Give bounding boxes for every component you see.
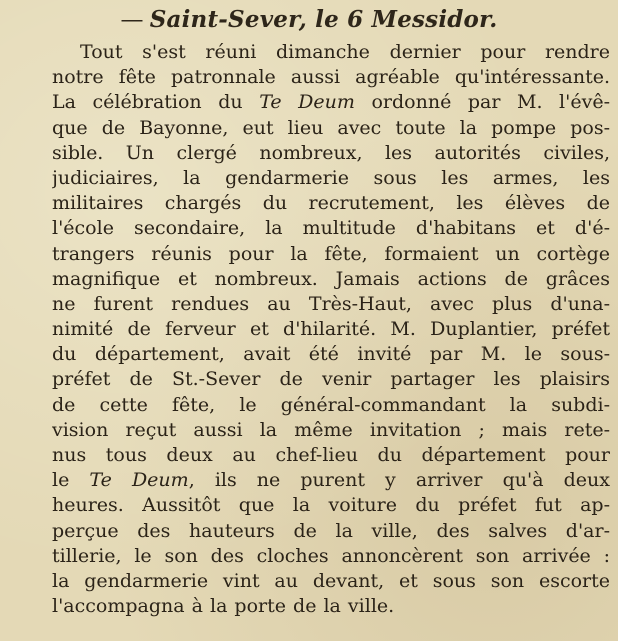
article-line: l'accompagna à la porte de la ville.: [52, 595, 395, 618]
article-line: nimité de ferveur et d'hilarité. M. Duplantier, préfet: [52, 318, 610, 341]
article-line: nus tous deux au chef-lieu du département pour: [52, 444, 610, 466]
te-deum-italic: Te Deum: [89, 469, 189, 492]
article-line: notre fête patronnale aussi agréable qu'intéressante.: [52, 66, 610, 89]
te-deum-italic: Te Deum: [259, 91, 355, 114]
article-line: La célébration du Te Deum ordonné par M. l'évê-: [52, 91, 610, 114]
article-line: militaires chargés du recrutement, les élèves de: [52, 192, 610, 215]
article-line: Tout s'est réuni dimanche dernier pour rendre: [80, 41, 610, 63]
article-line: que de Bayonne, eut lieu avec toute la pompe pos-: [52, 116, 610, 139]
article-line: judiciaires, la gendarmerie sous les armes, les: [52, 166, 610, 189]
article-line: trangers réunis pour la fête, formaient un cortège: [52, 242, 610, 265]
dateline-text: Saint-Sever, le 6 Messidor.: [149, 6, 498, 33]
article-line: vision reçut aussi la même invitation ; mais rete-: [52, 418, 610, 441]
article-line: du département, avait été invité par M. le sous-: [52, 343, 610, 366]
article-line: le Te Deum, ils ne purent y arriver qu'à deux: [52, 469, 610, 492]
article-line: magnifique et nombreux. Jamais actions de grâces: [52, 267, 610, 290]
article-line: préfet de St.-Sever de venir partager les plaisirs: [52, 368, 610, 391]
article-line: perçue des hauteurs de la ville, des salves d'ar-: [52, 519, 610, 542]
article-line: la gendarmerie vint au devant, et sous son escorte: [52, 569, 610, 592]
article-line: ne furent rendues au Très-Haut, avec plus d'una-: [52, 292, 610, 315]
article-line: de cette fête, le général-commandant la subdi-: [52, 393, 610, 416]
article-line: l'école secondaire, la multitude d'habitans et d'é-: [52, 217, 610, 240]
article-body: [52, 40, 610, 619]
article-line: sible. Un clergé nombreux, les autorités civiles,: [52, 141, 610, 164]
article-line: heures. Aussitôt que la voiture du préfet fut ap-: [52, 494, 610, 517]
article-line: tillerie, le son des cloches annoncèrent son arrivée :: [52, 544, 610, 567]
dateline-dash: —: [120, 7, 144, 33]
article-dateline: [0, 6, 618, 33]
